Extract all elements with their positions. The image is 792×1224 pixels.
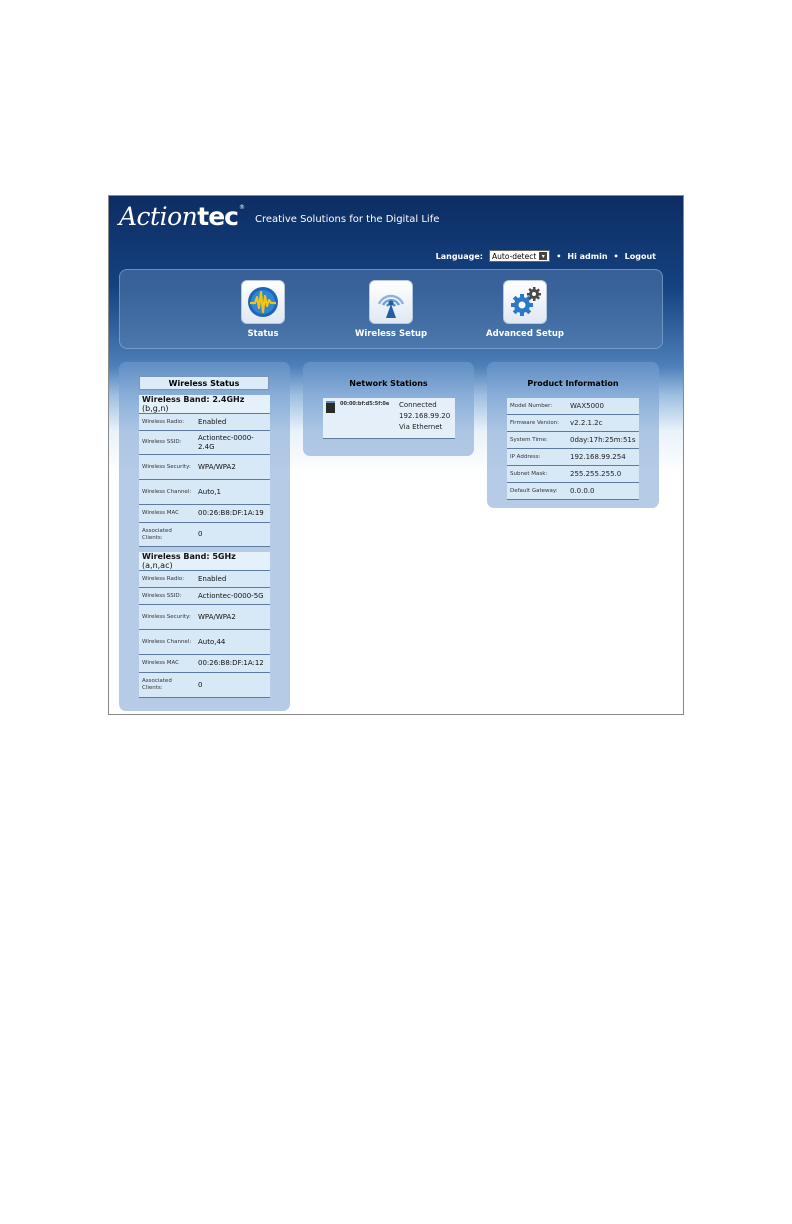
bullet-separator: • — [556, 251, 562, 261]
table-row: Wireless MAC 00:26:B8:DF:1A:12 — [139, 655, 270, 673]
network-stations-title: Network Stations — [349, 379, 428, 388]
table-row: Wireless Security: WPA/WPA2 — [139, 605, 270, 630]
band-24ghz-title: Wireless Band: 2.4GHz (b,g,n) — [139, 395, 270, 414]
nav-status-label: Status — [247, 329, 279, 339]
computer-icon — [326, 401, 335, 413]
table-row: Wireless Radio: Enabled — [139, 414, 270, 431]
language-select[interactable] — [489, 250, 550, 262]
nav-status[interactable] — [218, 280, 308, 339]
status-pulse-icon[interactable] — [241, 280, 285, 324]
table-row: Associated Clients: 0 — [139, 673, 270, 698]
table-row: IP Address: 192.168.99.254 — [507, 449, 639, 466]
logout-link[interactable]: Logout — [624, 251, 656, 261]
table-row: Wireless MAC 00:26:B8:DF:1A:19 — [139, 505, 270, 523]
table-row: Wireless Channel: Auto,44 — [139, 630, 270, 655]
table-row: Model Number: WAX5000 — [507, 398, 639, 415]
table-row: Wireless Security: WPA/WPA2 — [139, 455, 270, 480]
network-stations-panel — [303, 362, 474, 456]
gears-icon[interactable] — [503, 280, 547, 324]
station-row[interactable] — [323, 398, 455, 439]
station-mac: 00:00:bf:d5:5f:0e — [340, 401, 390, 407]
bullet-separator: • — [613, 251, 619, 261]
station-connection: Via Ethernet — [399, 423, 443, 431]
chevron-down-icon[interactable]: ▾ — [539, 252, 547, 260]
wireless-antenna-icon[interactable] — [369, 280, 413, 324]
user-greeting: Hi admin — [567, 251, 608, 261]
station-status: Connected — [399, 401, 437, 409]
table-row: Default Gateway: 0.0.0.0 — [507, 483, 639, 500]
brand-tagline: Creative Solutions for the Digital Life — [254, 214, 440, 225]
band-24ghz-table — [139, 395, 270, 547]
user-bar — [436, 250, 656, 262]
table-row: Associated Clients: 0 — [139, 523, 270, 547]
band-5ghz-table — [139, 552, 270, 698]
wireless-status-title: Wireless Status — [139, 376, 269, 390]
band-header — [139, 395, 270, 414]
product-info-panel — [487, 362, 659, 508]
product-info-table — [507, 398, 639, 500]
nav-advanced-setup-label: Advanced Setup — [486, 329, 564, 339]
table-row: Wireless Channel: Auto,1 — [139, 480, 270, 505]
actiontec-logo — [119, 202, 439, 236]
band-5ghz-title: Wireless Band: 5GHz (a,n,ac) — [139, 552, 270, 571]
nav-advanced-setup[interactable] — [480, 280, 570, 339]
brand-name: Actiontec — [119, 202, 238, 231]
table-row: System Time: 0day:17h:25m:51s — [507, 432, 639, 449]
band-header — [139, 552, 270, 571]
product-info-title: Product Information — [527, 379, 619, 388]
table-row: Wireless SSID: Actiontec-0000-5G — [139, 588, 270, 605]
router-admin-window — [108, 195, 684, 715]
table-row: Subnet Mask: 255.255.255.0 — [507, 466, 639, 483]
table-row: Wireless SSID: Actiontec-0000-2.4G — [139, 431, 270, 455]
language-value: Auto-detect — [492, 251, 537, 261]
nav-wireless-setup-label: Wireless Setup — [354, 329, 428, 339]
table-row: Firmware Version: v2.2.1.2c — [507, 415, 639, 432]
nav-wireless-setup[interactable] — [346, 280, 436, 339]
wireless-status-panel — [119, 362, 290, 711]
main-nav-bar — [119, 269, 663, 349]
station-ip: 192.168.99.20 — [399, 412, 451, 420]
registered-mark: ® — [238, 204, 245, 211]
table-row: Wireless Radio: Enabled — [139, 571, 270, 588]
language-label: Language: — [435, 251, 484, 261]
